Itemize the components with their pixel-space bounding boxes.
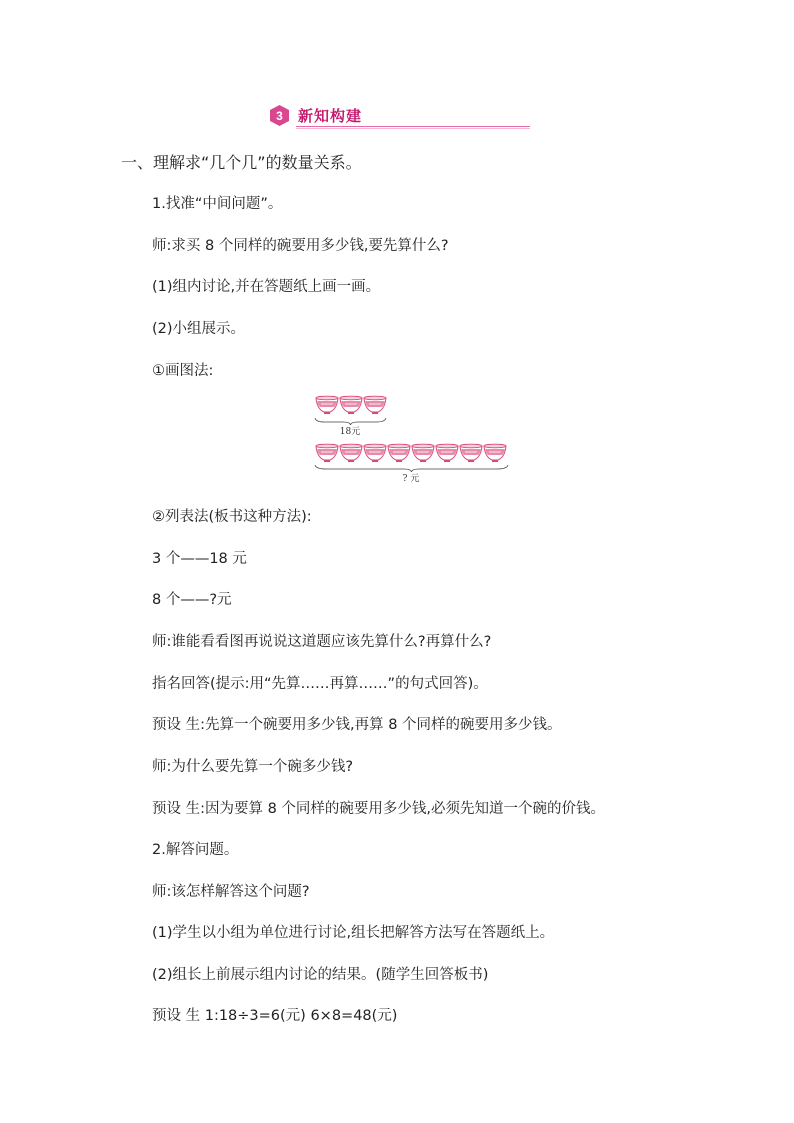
text-line-group-show: (2)组长上前展示组内讨论的结果。(随学生回答板书) — [152, 967, 489, 983]
bowl-icon-group-top — [316, 396, 386, 414]
top-row-label: 18元 — [339, 427, 361, 437]
bottom-row-label: ? 元 — [402, 474, 420, 484]
text-line-teacher-how: 师:该怎样解答这个问题? — [152, 884, 310, 900]
text-line-table-row1: 3 个——18 元 — [152, 551, 247, 567]
bowl-icon — [364, 444, 386, 462]
bowl-icon — [436, 444, 458, 462]
badge-number: 3 — [276, 109, 283, 123]
section-title: 一、理解求“几个几”的数量关系。 — [121, 153, 362, 172]
section-header — [268, 104, 532, 130]
header-divider-shadow — [296, 128, 530, 129]
text-line-teacher-why: 师:为什么要先算一个碗多少钱? — [152, 759, 354, 775]
bowl-icon — [316, 444, 338, 462]
text-line-preset-answer2: 预设 生:因为要算 8 个同样的碗要用多少钱,必须先知道一个碗的价钱。 — [152, 801, 606, 817]
text-line-table-row2: 8 个——?元 — [152, 592, 232, 608]
bowl-icon — [412, 444, 434, 462]
text-line-group-discuss: (1)学生以小组为单位进行讨论,组长把解答方法写在答题纸上。 — [152, 925, 555, 941]
section-header-title: 新知构建 — [298, 107, 363, 125]
bowl-icon — [460, 444, 482, 462]
bowl-icon — [364, 396, 386, 414]
bowl-diagram — [310, 392, 516, 484]
hexagon-badge-icon — [270, 105, 289, 126]
text-line-preset-calc: 预设 生 1:18÷3=6(元) 6×8=48(元) — [152, 1008, 398, 1024]
brace-bottom — [315, 465, 508, 472]
text-line-step2: 2.解答问题。 — [152, 842, 239, 858]
text-line-drawing-method: ①画图法: — [152, 363, 214, 379]
bowl-icon — [484, 444, 506, 462]
text-line-step1: 1.找准“中间问题”。 — [152, 196, 283, 212]
text-line-show: (2)小组展示。 — [152, 321, 246, 337]
brace-top — [315, 418, 386, 425]
text-line-teacher-ask: 师:谁能看看图再说说这道题应该先算什么?再算什么? — [152, 634, 492, 650]
bowl-icon — [316, 396, 338, 414]
bowl-icon — [340, 444, 362, 462]
bowl-icon-group-bottom — [316, 444, 506, 462]
text-line-table-method: ②列表法(板书这种方法): — [152, 509, 312, 525]
header-divider — [296, 126, 530, 127]
bowl-icon — [388, 444, 410, 462]
text-line-discuss: (1)组内讨论,并在答题纸上画一画。 — [152, 279, 381, 295]
text-line-hint: 指名回答(提示:用“先算……再算……”的句式回答)。 — [152, 676, 488, 692]
bowl-icon — [340, 396, 362, 414]
text-line-question: 师:求买 8 个同样的碗要用多少钱,要先算什么? — [152, 238, 449, 254]
text-line-preset-answer1: 预设 生:先算一个碗要用多少钱,再算 8 个同样的碗要用多少钱。 — [152, 717, 562, 733]
